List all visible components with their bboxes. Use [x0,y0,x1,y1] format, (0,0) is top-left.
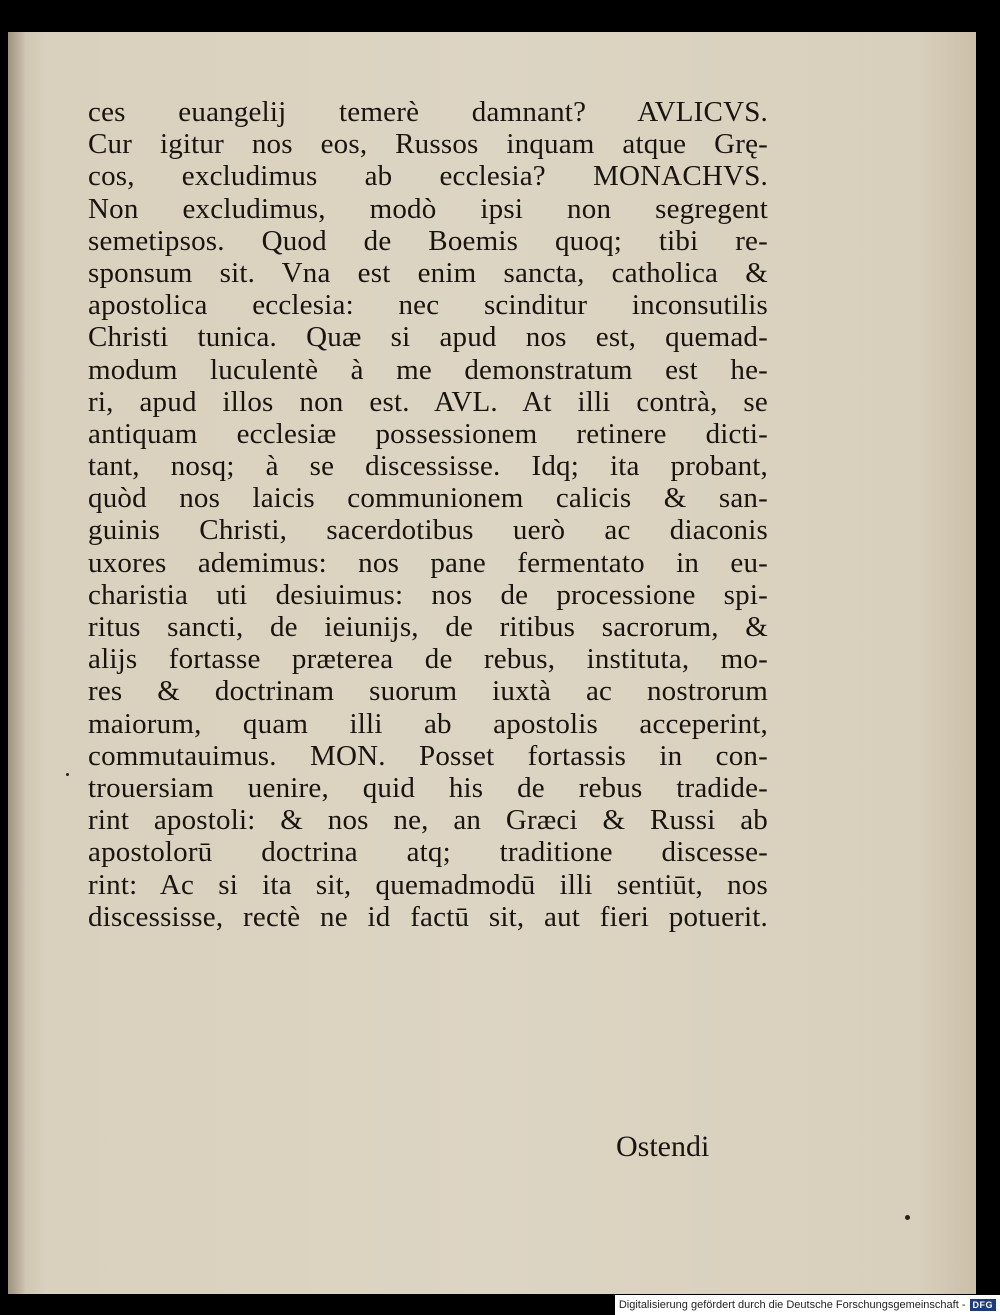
text-line: cos, excludimus ab ecclesia? MONACHVS. [88,160,768,193]
text-line: rint apostoli: & nos ne, an Græci & Russi ab [88,804,768,837]
text-line: quòd nos laicis communionem calicis & san- [88,482,768,515]
text-line: guinis Christi, sacerdotibus uerò ac diaconis [88,514,768,547]
ink-speck [66,773,69,776]
text-line: ri, apud illos non est. AVL. At illi contrà, se [88,385,768,418]
ink-speck [905,1215,910,1220]
text-line: charistia uti desiuimus: nos de processione spi- [88,578,768,611]
text-line: ritus sancti, de ieiunijs, de ritibus sacrorum, & [88,611,768,643]
text-line: modum luculentè à me demonstratum est he- [88,353,768,386]
text-line: tant, nosq; à se discessisse. Idq; ita probant, [88,450,768,483]
page-gutter-shadow [8,32,26,1294]
text-line: commutauimus. MON. Posset fortassis in con- [88,739,768,772]
text-line: rint: Ac si ita sit, quemadmodū illi sentiūt, nos [88,868,768,901]
book-page [8,32,976,1294]
text-line: sponsum sit. Vna est enim sancta, catholica & [88,256,768,289]
catchword: Ostendi [616,1130,710,1163]
text-line: uxores ademimus: nos pane fermentato in eu- [88,546,768,579]
text-line: Cur igitur nos eos, Russos inquam atque Grę- [88,128,768,161]
text-line: apostolorū doctrina atq; traditione discesse- [88,836,768,869]
page-text [88,96,768,933]
dfg-logo-icon: DFG [970,1299,997,1311]
text-line: semetipsos. Quod de Boemis quoq; tibi re- [88,224,768,257]
funding-notice: Digitalisierung gefördert durch die Deutsche Forschungsgemeinschaft - [618,1299,966,1311]
text-line: antiquam ecclesiæ possessionem retinere dicti- [88,417,768,450]
text-line: ces euangelij temerè damnant? AVLICVS. [88,96,768,128]
text-line: Non excludimus, modò ipsi non segregent [88,192,768,225]
text-line: trouersiam uenire, quid his de rebus tradide- [88,771,768,804]
text-line: apostolica ecclesia: nec scinditur inconsutilis [88,289,768,322]
text-line: res & doctrinam suorum iuxtà ac nostrorum [88,675,768,708]
text-line: Christi tunica. Quæ si apud nos est, quemad- [88,321,768,354]
text-line: maiorum, quam illi ab apostolis acceperint, [88,707,768,740]
text-line: alijs fortasse præterea de rebus, instituta, mo- [88,643,768,676]
text-line: discessisse, rectè ne id factū sit, aut fieri potuerit. [88,900,768,933]
funding-footer [615,1295,1000,1315]
